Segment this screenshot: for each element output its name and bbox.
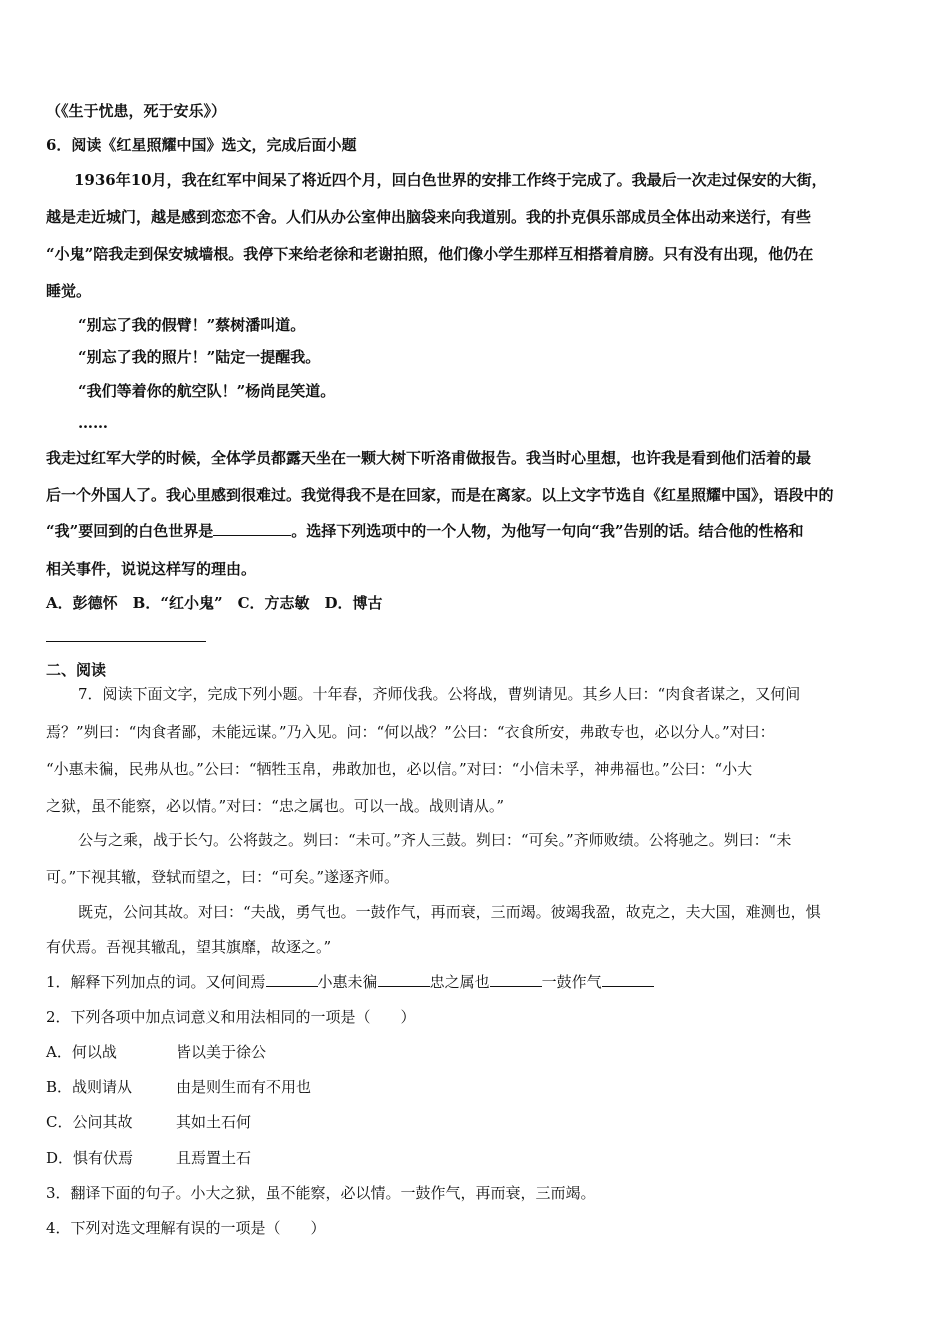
question-6-header: 6．阅读《红星照耀中国》选文，完成后面小题: [46, 136, 357, 154]
question-3: 3．翻译下面的句子。小大之狱，虽不能察，必以情。一鼓作气，再而衰，三而竭。: [46, 1184, 596, 1202]
passage-line: 有伏焉。吾视其辙乱，望其旗靡，故逐之。”: [46, 938, 332, 956]
passage-line: 我走过红军大学的时候，全体学员都露天坐在一颗大树下听洛甫做报告。我当时心里想，也许我是看到他们活着的最: [46, 449, 812, 467]
question-text: 小惠未徧: [317, 973, 378, 991]
answer-options: A．彭德怀 B．“红小鬼” C．方志敏 D．博古: [46, 594, 383, 612]
passage-text: “我”要回到的白色世界是: [46, 522, 214, 540]
option-a: [46, 1042, 266, 1062]
passage-line: 既克，公问其故。对曰：“夫战，勇气也。一鼓作气，再而衰，三而竭。彼竭我盈，故克之，夫大国，难测也，惧: [78, 903, 821, 921]
passage-line: 后一个外国人了。我心里感到很难过。我觉得我不是在回家，而是在离家。以上文字节选自《红星照耀中国》，语段中的: [46, 486, 834, 504]
option-right: 且焉置土石: [176, 1149, 252, 1167]
question-text: 1．解释下列加点的词。又何间焉: [46, 973, 266, 991]
answer-blank[interactable]: [378, 972, 430, 987]
option-left: C．公问其故: [46, 1113, 133, 1131]
option-b: [46, 1077, 311, 1097]
option-left: B．战则请从: [46, 1078, 133, 1096]
quote-line: “别忘了我的假臂！”蔡树潘叫道。: [78, 316, 306, 334]
passage-line: 7．阅读下面文字，完成下列小题。十年春，齐师伐我。公将战，曹刿请见。其乡人曰：“肉食者谋之，又何间: [78, 685, 801, 703]
option-d: [46, 1148, 251, 1168]
option-right: 其如土石何: [176, 1113, 252, 1131]
question-text: 忠之属也: [429, 973, 490, 991]
passage-line: 公与之乘，战于长勺。公将鼓之。刿曰：“未可。”齐人三鼓。刿曰：“可矣。”齐师败绩。公将驰之。刿曰：“未: [78, 831, 792, 849]
passage-line: 之狱，虽不能察，必以情。”对曰：“忠之属也。可以一战。战则请从。”: [46, 797, 505, 815]
passage-line: [46, 521, 804, 541]
question-2: 2．下列各项中加点词意义和用法相同的一项是（ ）: [46, 1008, 416, 1026]
passage-line: 睡觉。: [46, 282, 92, 300]
divider-line: [46, 641, 206, 642]
answer-blank[interactable]: [490, 972, 542, 987]
quote-line: “别忘了我的照片！”陆定一提醒我。: [78, 348, 321, 366]
option-right: 皆以美于徐公: [176, 1043, 267, 1061]
option-left: A．何以战: [46, 1043, 117, 1061]
passage-line: 越是走近城门，越是感到恋恋不舍。人们从办公室伸出脑袋来向我道别。我的扑克俱乐部成员全体出动来送行，有些: [46, 208, 812, 226]
passage-line: 焉？”刿曰：“肉食者鄙，未能远谋。”乃入见。问：“何以战？”公曰：“衣食所安，弗敢专也，必以分人。”对曰：: [46, 723, 775, 741]
option-c: [46, 1112, 251, 1132]
option-left: D．惧有伏焉: [46, 1149, 134, 1167]
answer-blank[interactable]: [602, 972, 654, 987]
quote-line: “我们等着你的航空队！”杨尚昆笑道。: [78, 382, 336, 400]
question-4: 4．下列对选文理解有误的一项是（ ）: [46, 1219, 326, 1237]
source-citation: （《生于忧患，死于安乐》）: [46, 102, 227, 120]
passage-line: “小惠未徧，民弗从也。”公曰：“牺牲玉帛，弗敢加也，必以信。”对曰：“小信未孚，神弗福也。”公曰：“小大: [46, 760, 753, 778]
question-1: [46, 972, 654, 992]
passage-text: 。选择下列选项中的一个人物，为他写一句向“我”告别的话。结合他的性格和: [291, 522, 804, 540]
ellipsis: ……: [78, 414, 108, 432]
passage-line: “小鬼”陪我走到保安城墙根。我停下来给老徐和老谢拍照，他们像小学生那样互相搭着肩膀。只有没有出现，他仍在: [46, 245, 814, 263]
answer-blank[interactable]: [213, 521, 291, 536]
question-text: 一鼓作气: [541, 973, 602, 991]
passage-line: 相关事件，说说这样写的理由。: [46, 560, 257, 578]
section-title: 二、阅读: [46, 661, 107, 679]
answer-blank[interactable]: [266, 972, 318, 987]
passage-line: 可。”下视其辙，登轼而望之，曰：“可矣。”遂逐齐师。: [46, 868, 400, 886]
passage-line: 1936年10月，我在红军中间呆了将近四个月，回白色世界的安排工作终于完成了。我最后一次走过保安的大街，: [74, 171, 827, 189]
option-right: 由是则生而有不用也: [176, 1078, 312, 1096]
